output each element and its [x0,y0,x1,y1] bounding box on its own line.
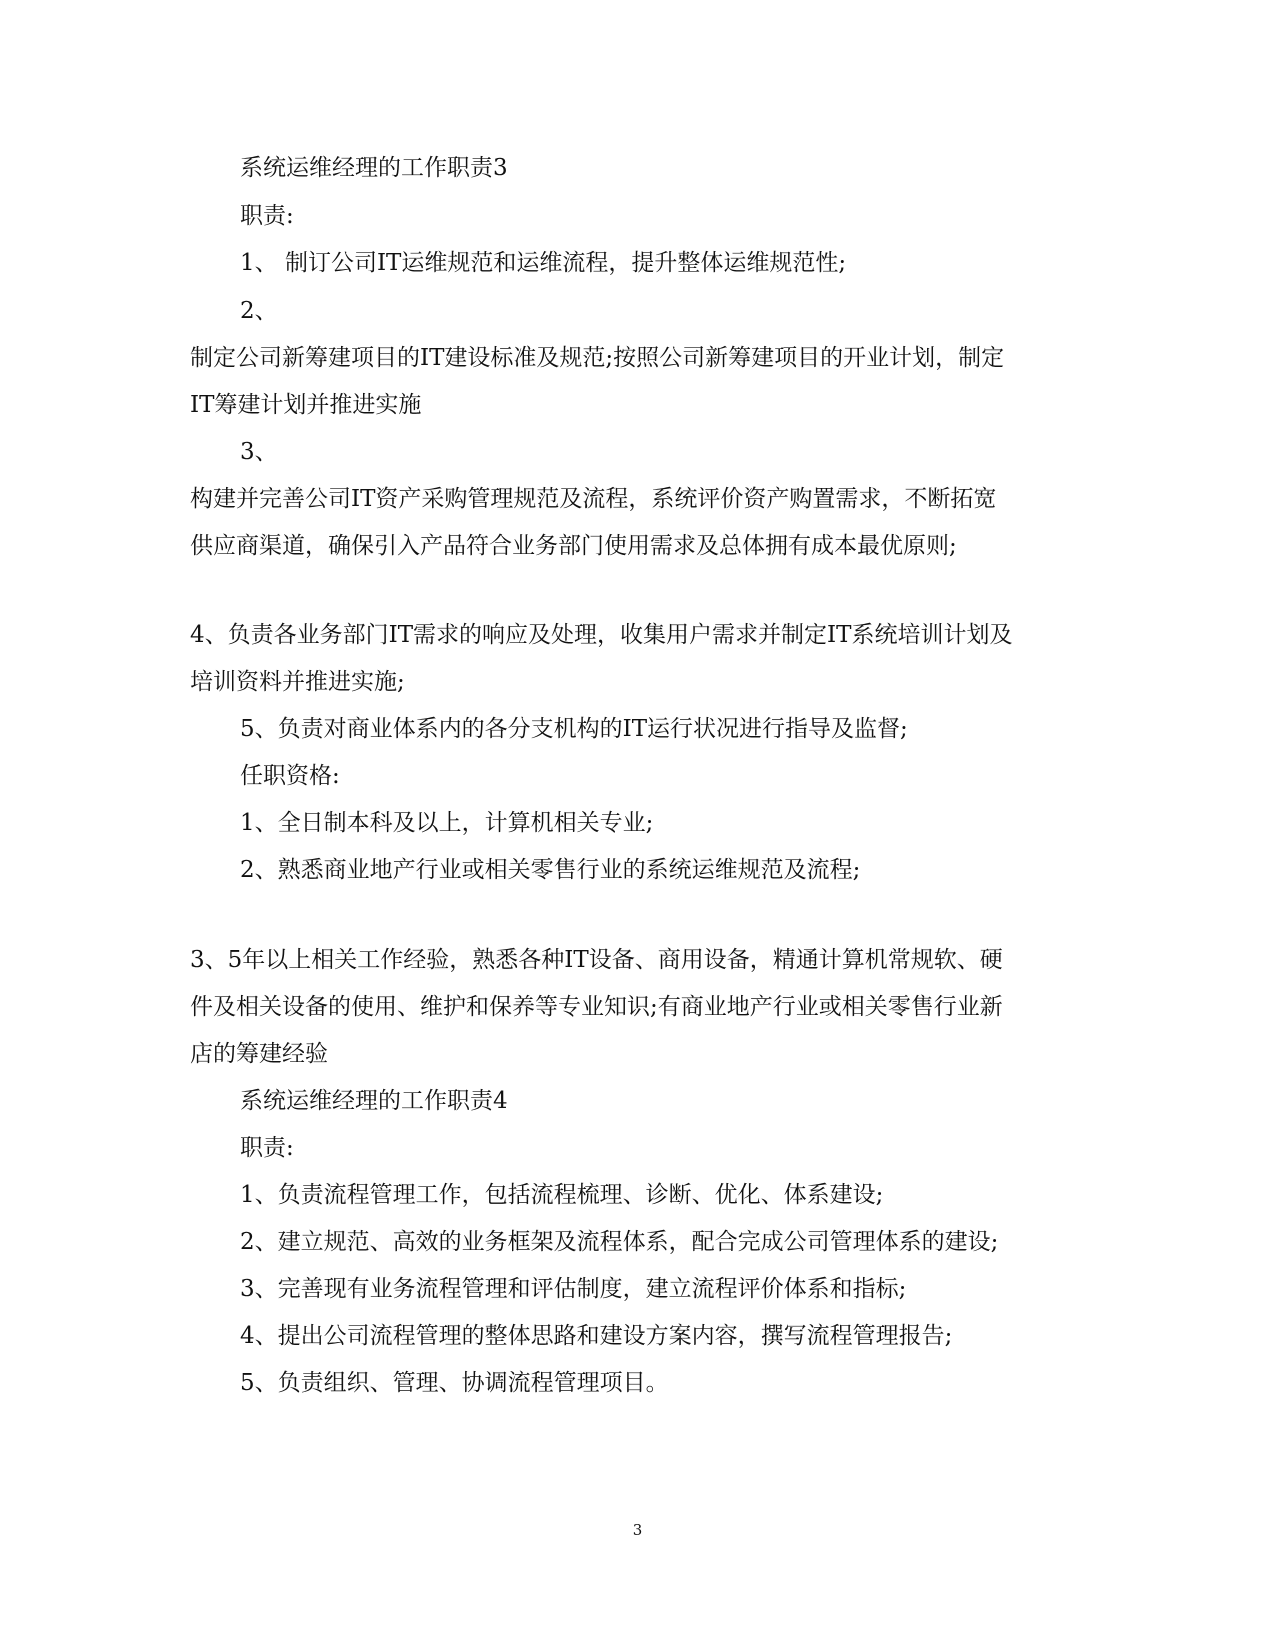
page-number: 3 [632,1521,643,1539]
section-title: 系统运维经理的工作职责4 [240,1088,508,1114]
duty-item: 3、完善现有业务流程管理和评估制度，建立流程评价体系和指标; [240,1276,907,1302]
duty-item-text: 制定公司新筹建项目的IT建设标准及规范;按照公司新筹建项目的开业计划，制定 [190,345,1005,371]
duty-item: 1、 制订公司IT运维规范和运维流程，提升整体运维规范性; [240,250,847,276]
section-title: 系统运维经理的工作职责3 [240,155,508,181]
duty-item: 2、 [240,298,278,324]
qualification-item: 2、熟悉商业地产行业或相关零售行业的系统运维规范及流程; [240,857,861,883]
qualification-item-text: 店的筹建经验 [190,1041,328,1067]
qualification-item-text: 件及相关设备的使用、维护和保养等专业知识;有商业地产行业或相关零售行业新 [190,994,1003,1020]
duty-item-text: 培训资料并推进实施; [190,669,405,695]
duties-heading: 职责: [240,203,294,229]
qualification-item: 1、全日制本科及以上，计算机相关专业; [240,810,654,836]
duty-item: 1、负责流程管理工作，包括流程梳理、诊断、优化、体系建设; [240,1182,884,1208]
qualifications-heading: 任职资格: [240,763,340,789]
duty-item-text: 供应商渠道，确保引入产品符合业务部门使用需求及总体拥有成本最优原则; [190,533,957,559]
duty-item-text: 构建并完善公司IT资产采购管理规范及流程，系统评价资产购置需求，不断拓宽 [190,486,997,512]
duty-item: 4、提出公司流程管理的整体思路和建设方案内容，撰写流程管理报告; [240,1323,953,1349]
duty-item-text: IT筹建计划并推进实施 [190,392,422,418]
duty-item: 3、 [240,439,278,465]
duties-heading: 职责: [240,1135,294,1161]
duty-item: 5、负责组织、管理、协调流程管理项目。 [240,1370,669,1396]
duty-item: 4、负责各业务部门IT需求的响应及处理，收集用户需求并制定IT系统培训计划及 [190,622,1013,648]
qualification-item: 3、5年以上相关工作经验，熟悉各种IT设备、商用设备，精通计算机常规软、硬 [190,947,1003,973]
duty-item: 2、建立规范、高效的业务框架及流程体系，配合完成公司管理体系的建设; [240,1229,999,1255]
duty-item: 5、负责对商业体系内的各分支机构的IT运行状况进行指导及监督; [240,716,908,742]
